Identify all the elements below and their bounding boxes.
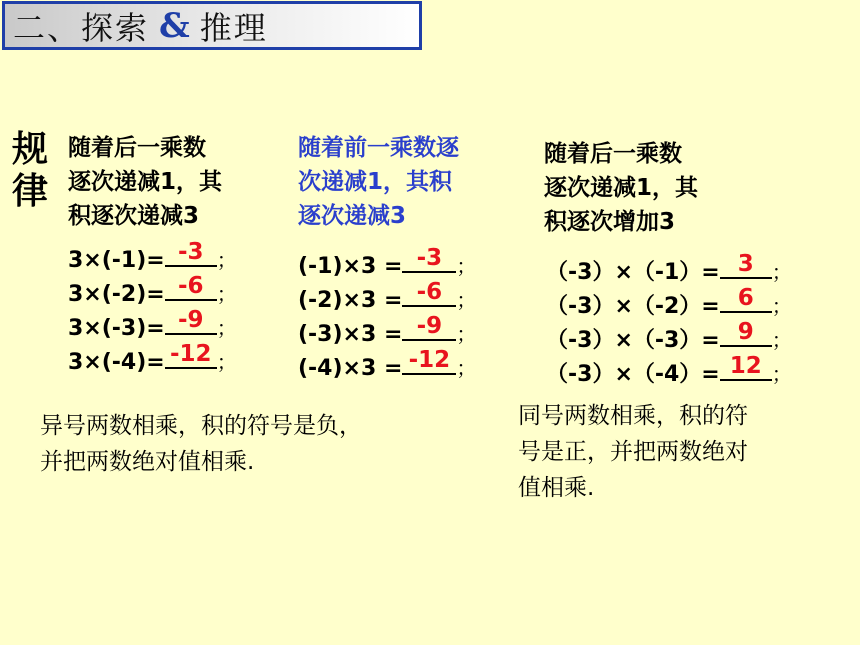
col3-rule-text: 随着后一乘数 逐次递减1，其 积逐次增加3 (544, 141, 699, 235)
title-ampersand: & (159, 5, 190, 46)
equation-punct: ； (456, 322, 477, 346)
answer-value: -3 (177, 239, 204, 265)
answer-blank (720, 253, 772, 279)
answer-blank (720, 355, 772, 381)
equation-expr: (-1)×3 = (298, 254, 403, 279)
answer-value: -6 (416, 279, 443, 305)
answer-value: -9 (416, 313, 443, 339)
answer-blank (165, 343, 217, 369)
equation-expr: (-4)×3 = (298, 356, 403, 381)
equation-row (298, 281, 476, 314)
equation-punct: ； (456, 288, 477, 312)
rule-label-char-1: 规 (11, 128, 48, 170)
rule-label (10, 128, 50, 212)
equation-row (68, 241, 237, 274)
equation-expr: （-3）×（-1）= (546, 260, 720, 285)
answer-value: -12 (408, 347, 451, 373)
equation-punct: ； (216, 248, 237, 272)
equation-punct: ； (216, 282, 237, 306)
col2-rule-text: 随着前一乘数逐 次递减1，其积 逐次递减3 (298, 135, 459, 229)
equation-punct: ； (456, 356, 477, 380)
equation-expr: （-3）×（-2）= (546, 294, 720, 319)
section-title (2, 1, 422, 50)
answer-value: -12 (169, 341, 212, 367)
equation-row (298, 247, 476, 280)
answer-blank (165, 241, 217, 267)
answer-value: -9 (177, 307, 204, 333)
equation-punct: ； (216, 350, 237, 374)
answer-blank (402, 349, 456, 375)
rule-label-char-2: 律 (11, 170, 48, 212)
col1-rule-text: 随着后一乘数 逐次递减1，其 积逐次递减3 (68, 135, 223, 229)
equation-expr: （-3）×（-3）= (546, 328, 720, 353)
answer-blank (402, 247, 456, 273)
equation-row (546, 287, 792, 320)
equation-punct: ； (771, 260, 792, 284)
answer-value: 3 (737, 251, 754, 277)
equation-punct: ； (456, 254, 477, 278)
answer-value: 12 (729, 353, 762, 379)
answer-blank (402, 281, 456, 307)
answer-value: -6 (177, 273, 204, 299)
equation-row (546, 253, 792, 286)
equation-row (68, 275, 237, 308)
title-prefix: 二、探索 (13, 8, 150, 47)
equation-row (546, 321, 792, 354)
answer-blank (402, 315, 456, 341)
equation-row (298, 349, 476, 382)
answer-blank (165, 309, 217, 335)
answer-blank (720, 287, 772, 313)
conclusion-same-signs: 同号两数相乘，积的符 号是正，并把两数绝对 值相乘. (518, 403, 748, 501)
equation-expr: 3×(-2)= (68, 282, 165, 307)
equation-expr: 3×(-4)= (68, 350, 165, 375)
equation-row (68, 309, 237, 342)
answer-value: 9 (737, 319, 754, 345)
answer-value: -3 (416, 245, 443, 271)
equation-expr: 3×(-1)= (68, 248, 165, 273)
equation-row (546, 355, 792, 388)
equation-punct: ； (216, 316, 237, 340)
equation-expr: (-2)×3 = (298, 288, 403, 313)
equation-punct: ； (771, 328, 792, 352)
answer-blank (165, 275, 217, 301)
equation-expr: (-3)×3 = (298, 322, 403, 347)
equation-expr: 3×(-3)= (68, 316, 165, 341)
equation-punct: ； (771, 294, 792, 318)
answer-blank (720, 321, 772, 347)
equation-row (298, 315, 476, 348)
conclusion-opposite-signs: 异号两数相乘，积的符号是负， 并把两数绝对值相乘. (40, 413, 362, 475)
equation-row (68, 343, 237, 376)
title-suffix: 推理 (199, 8, 268, 47)
equation-punct: ； (771, 362, 792, 386)
equation-expr: （-3）×（-4）= (546, 362, 720, 387)
answer-value: 6 (737, 285, 754, 311)
